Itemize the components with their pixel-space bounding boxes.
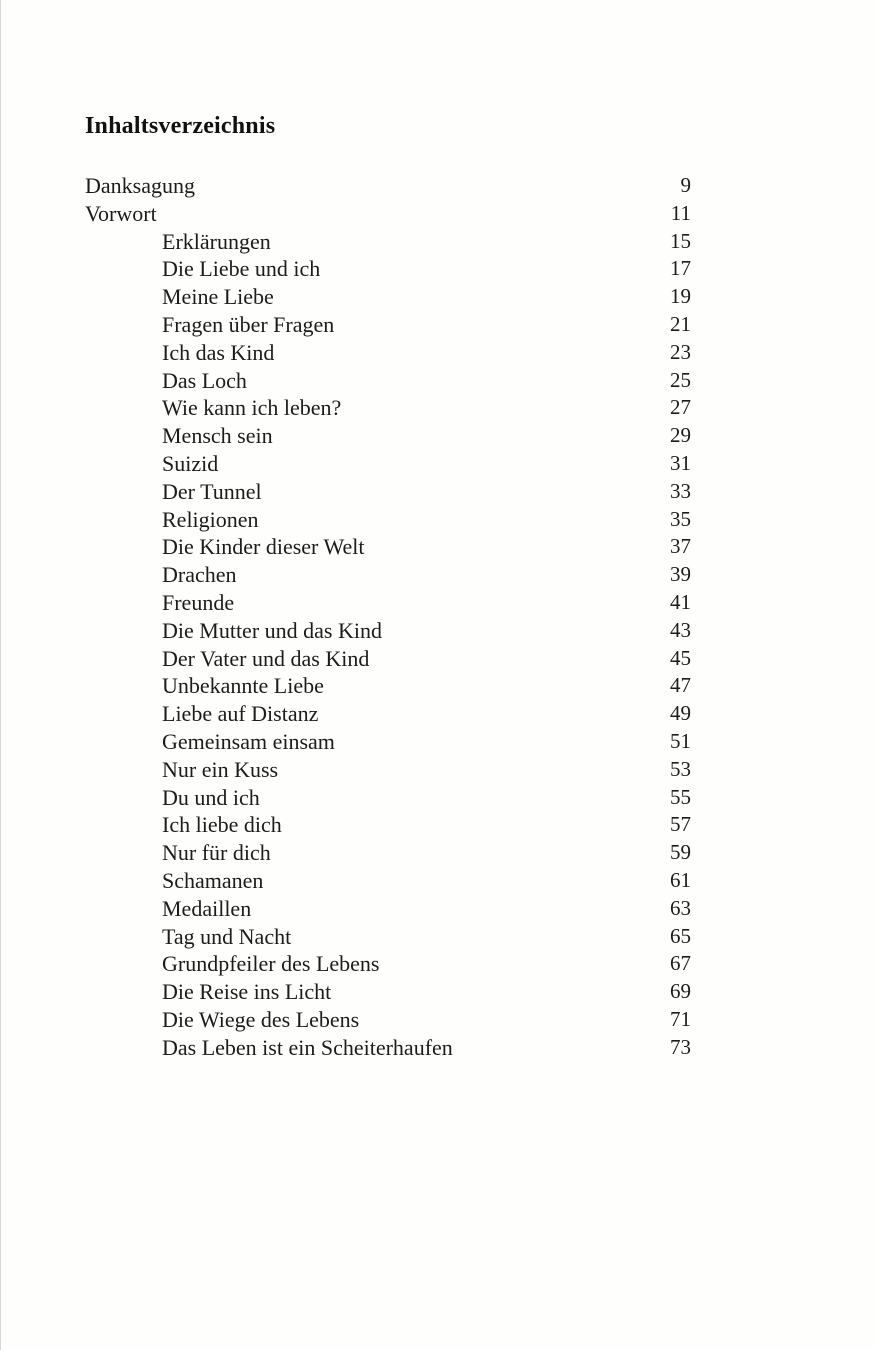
toc-entry-title: Freunde [162, 589, 235, 615]
toc-entry [1, 283, 875, 311]
toc-entry [1, 950, 875, 978]
toc-entry-page-number: 29 [670, 423, 691, 448]
toc-entry-title: Die Kinder dieser Welt [162, 534, 365, 560]
toc-entry-page-number: 19 [670, 284, 691, 309]
toc-entry [1, 1006, 875, 1034]
toc-entry [1, 617, 875, 645]
toc-entry [1, 756, 875, 784]
toc-entry-page-number: 17 [670, 256, 691, 281]
toc-entry [1, 172, 875, 200]
toc-entry-title: Der Vater und das Kind [162, 645, 370, 671]
toc-entry [1, 978, 875, 1006]
toc-entry-title: Du und ich [162, 784, 260, 810]
toc-entry-title: Das Leben ist ein Scheiterhaufen [162, 1034, 453, 1060]
toc-entry [1, 672, 875, 700]
toc-entry-title: Unbekannte Liebe [162, 673, 324, 699]
toc-entry-title: Erklärungen [162, 228, 271, 254]
toc-entry-title: Medaillen [162, 895, 252, 921]
toc-entry-page-number: 69 [670, 979, 691, 1004]
toc-entry-title: Tag und Nacht [162, 923, 292, 949]
toc-entry-page-number: 45 [670, 645, 691, 670]
toc-entry-page-number: 23 [670, 339, 691, 364]
toc-entry-page-number: 71 [670, 1006, 691, 1031]
toc-entry [1, 895, 875, 923]
toc-entry [1, 533, 875, 561]
toc-entry [1, 394, 875, 422]
toc-entry-page-number: 39 [670, 562, 691, 587]
toc-entry-page-number: 41 [670, 589, 691, 614]
toc-entry-title: Die Liebe und ich [162, 256, 321, 282]
toc-entry-page-number: 51 [670, 728, 691, 753]
toc-entry-page-number: 55 [670, 784, 691, 809]
toc-entry-title: Ich liebe dich [162, 812, 282, 838]
toc-entry [1, 422, 875, 450]
toc-entry-title: Das Loch [162, 367, 247, 393]
toc-entry-page-number: 47 [670, 673, 691, 698]
toc-entry-page-number: 53 [670, 756, 691, 781]
toc-entry [1, 478, 875, 506]
toc-entry-title: Die Reise ins Licht [162, 979, 332, 1005]
toc-entry-title: Schamanen [162, 867, 264, 893]
toc-entry-title: Vorwort [85, 200, 157, 226]
toc-entry-title: Nur ein Kuss [162, 756, 279, 782]
toc-entry [1, 839, 875, 867]
toc-entry-page-number: 27 [670, 395, 691, 420]
toc-entry-page-number: 65 [670, 923, 691, 948]
toc-entry [1, 311, 875, 339]
toc-entry [1, 200, 875, 228]
toc-entry-page-number: 57 [670, 812, 691, 837]
toc-entry [1, 506, 875, 534]
toc-entry-title: Danksagung [85, 173, 195, 198]
toc-entry-page-number: 35 [670, 506, 691, 531]
toc-heading: Inhaltsverzeichnis [85, 113, 276, 139]
toc-entry-title: Drachen [162, 562, 237, 588]
toc-entry-page-number: 15 [670, 228, 691, 253]
toc-entry-page-number: 49 [670, 701, 691, 726]
toc-entry [1, 784, 875, 812]
toc-entry [1, 700, 875, 728]
toc-entry [1, 561, 875, 589]
toc-entry [1, 589, 875, 617]
toc-entry-page-number: 21 [670, 311, 691, 336]
toc-entry-page-number: 63 [670, 895, 691, 920]
toc-entry-title: Liebe auf Distanz [162, 701, 319, 727]
toc-entry-title: Ich das Kind [162, 339, 275, 365]
toc-entry-title: Religionen [162, 506, 259, 532]
toc-entry-page-number: 73 [670, 1034, 691, 1059]
toc-entry [1, 367, 875, 395]
toc-entry [1, 923, 875, 951]
toc-entry [1, 867, 875, 895]
toc-entry-page-number: 11 [670, 200, 691, 225]
toc-entry-title: Mensch sein [162, 423, 273, 449]
toc-entry-page-number: 9 [680, 173, 691, 197]
toc-entry-page-number: 33 [670, 478, 691, 503]
toc-entry [1, 450, 875, 478]
toc-list [1, 172, 875, 1062]
toc-entry-page-number: 31 [670, 450, 691, 475]
toc-entry-title: Fragen über Fragen [162, 311, 335, 337]
toc-entry-page-number: 61 [670, 867, 691, 892]
toc-entry-page-number: 43 [670, 617, 691, 642]
toc-entry-page-number: 67 [670, 951, 691, 976]
toc-entry [1, 339, 875, 367]
toc-entry [1, 811, 875, 839]
toc-entry-title: Nur für dich [162, 840, 271, 866]
toc-entry-title: Suizid [162, 450, 219, 476]
toc-entry-page-number: 59 [670, 840, 691, 865]
toc-entry-page-number: 25 [670, 367, 691, 392]
toc-entry-page-number: 37 [670, 534, 691, 559]
toc-entry-title: Die Mutter und das Kind [162, 617, 382, 643]
toc-entry [1, 728, 875, 756]
toc-entry-title: Meine Liebe [162, 284, 274, 310]
toc-entry-title: Die Wiege des Lebens [162, 1006, 360, 1032]
toc-entry [1, 1034, 875, 1062]
toc-entry-title: Grundpfeiler des Lebens [162, 951, 380, 977]
toc-entry-title: Gemeinsam einsam [162, 728, 335, 754]
toc-entry-title: Der Tunnel [162, 478, 262, 504]
toc-entry-title: Wie kann ich leben? [162, 395, 342, 421]
toc-entry [1, 255, 875, 283]
toc-entry [1, 228, 875, 256]
toc-entry [1, 645, 875, 673]
